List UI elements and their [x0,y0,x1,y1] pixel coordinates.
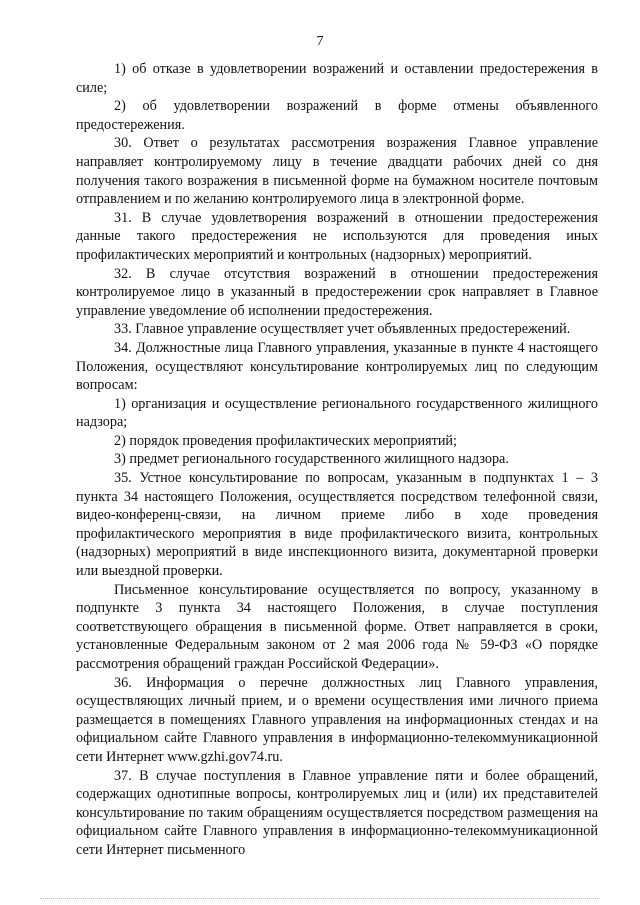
page-number: 7 [316,34,324,49]
paragraph-1: 1) об отказе в удовлетворении возражений и оставлении предостережения в силе; [76,61,598,96]
footer-divider [40,898,600,899]
document-body [76,60,598,860]
paragraph-35: 35. Устное консультирование по вопросам, указанным в подпунктах 1 – 3 пункта 34 настоящего Положения, осуществляется посредством телефонной связи, видео-конференц-связи, на личном приеме либо в ходе проведения профилактического мероприятия в виде профилактического визита, контрольных (надзорных) мероприятий в виде инспекционного визита, документарной проверки или выездной проверки. [76,470,598,580]
paragraph-36: 36. Информация о перечне должностных лиц Главного управления, осуществляющих личный прием, и о времени осуществления ими личного приема размещается в помещениях Главного управления на информационных стендах и на официальном сайте Главного управления в информационно-телекоммуникационной сети Интернет www.gzhi.gov74.ru. [76,674,598,765]
paragraph-2: 2) об удовлетворении возражений в форме отмены объявленного предостережения. [76,98,598,133]
paragraph-34-item-1: 1) организация и осуществление регионального государственного жилищного надзора; [76,395,598,431]
paragraph-31: 31. В случае удовлетворения возражений в отношении предостережения данные такого предостережения не используются для проведения иных профилактических мероприятий и контрольных (надзорных) мероприятий. [76,209,598,263]
paragraph-35-written: Письменное консультирование осуществляется по вопросу, указанному в подпункте 3 пункта 34 настоящего Положения, в случае поступления соответствующего обращения в письменной форме. Ответ направляется в сроки, установленные Федеральным законом от 2 мая 2006 года № 59-ФЗ «О порядке рассмотрения обращений граждан Российской Федерации». [76,581,598,672]
paragraph-34: 34. Должностные лица Главного управления, указанные в пункте 4 настоящего Положения, осуществляют консультирование контролируемых лиц по следующим вопросам: [76,339,598,394]
paragraph-34-item-2: 2) порядок проведения профилактических мероприятий; [114,432,457,449]
paragraph-37: 37. В случае поступления в Главное управление пяти и более обращений, содержащих однотипные вопросы, контролируемых лиц и (или) их представителей консультирование по таким обращениям осуществляется посредством размещения на официальном сайте Главного управления в информационно-телекоммуникационной сети Интернет письменного [76,767,598,858]
paragraph-33: 33. Главное управление осуществляет учет объявленных предостережений. [114,321,571,338]
paragraph-30: 30. Ответ о результатах рассмотрения возражения Главное управление направляет контролируемому лицу в течение двадцати рабочих дней со дня получения такого возражения в письменной форме на бумажном носителе почтовым отправлением и по желанию контролируемого лица в электронной форме. [76,135,598,208]
paragraph-34-item-3: 3) предмет регионального государственного жилищного надзора. [114,451,509,468]
paragraph-32: 32. В случае отсутствия возражений в отношении предостережения контролируемое лицо в указанный в предостережении срок направляет в Главное управление уведомление об исполнении предостережения. [76,265,598,319]
